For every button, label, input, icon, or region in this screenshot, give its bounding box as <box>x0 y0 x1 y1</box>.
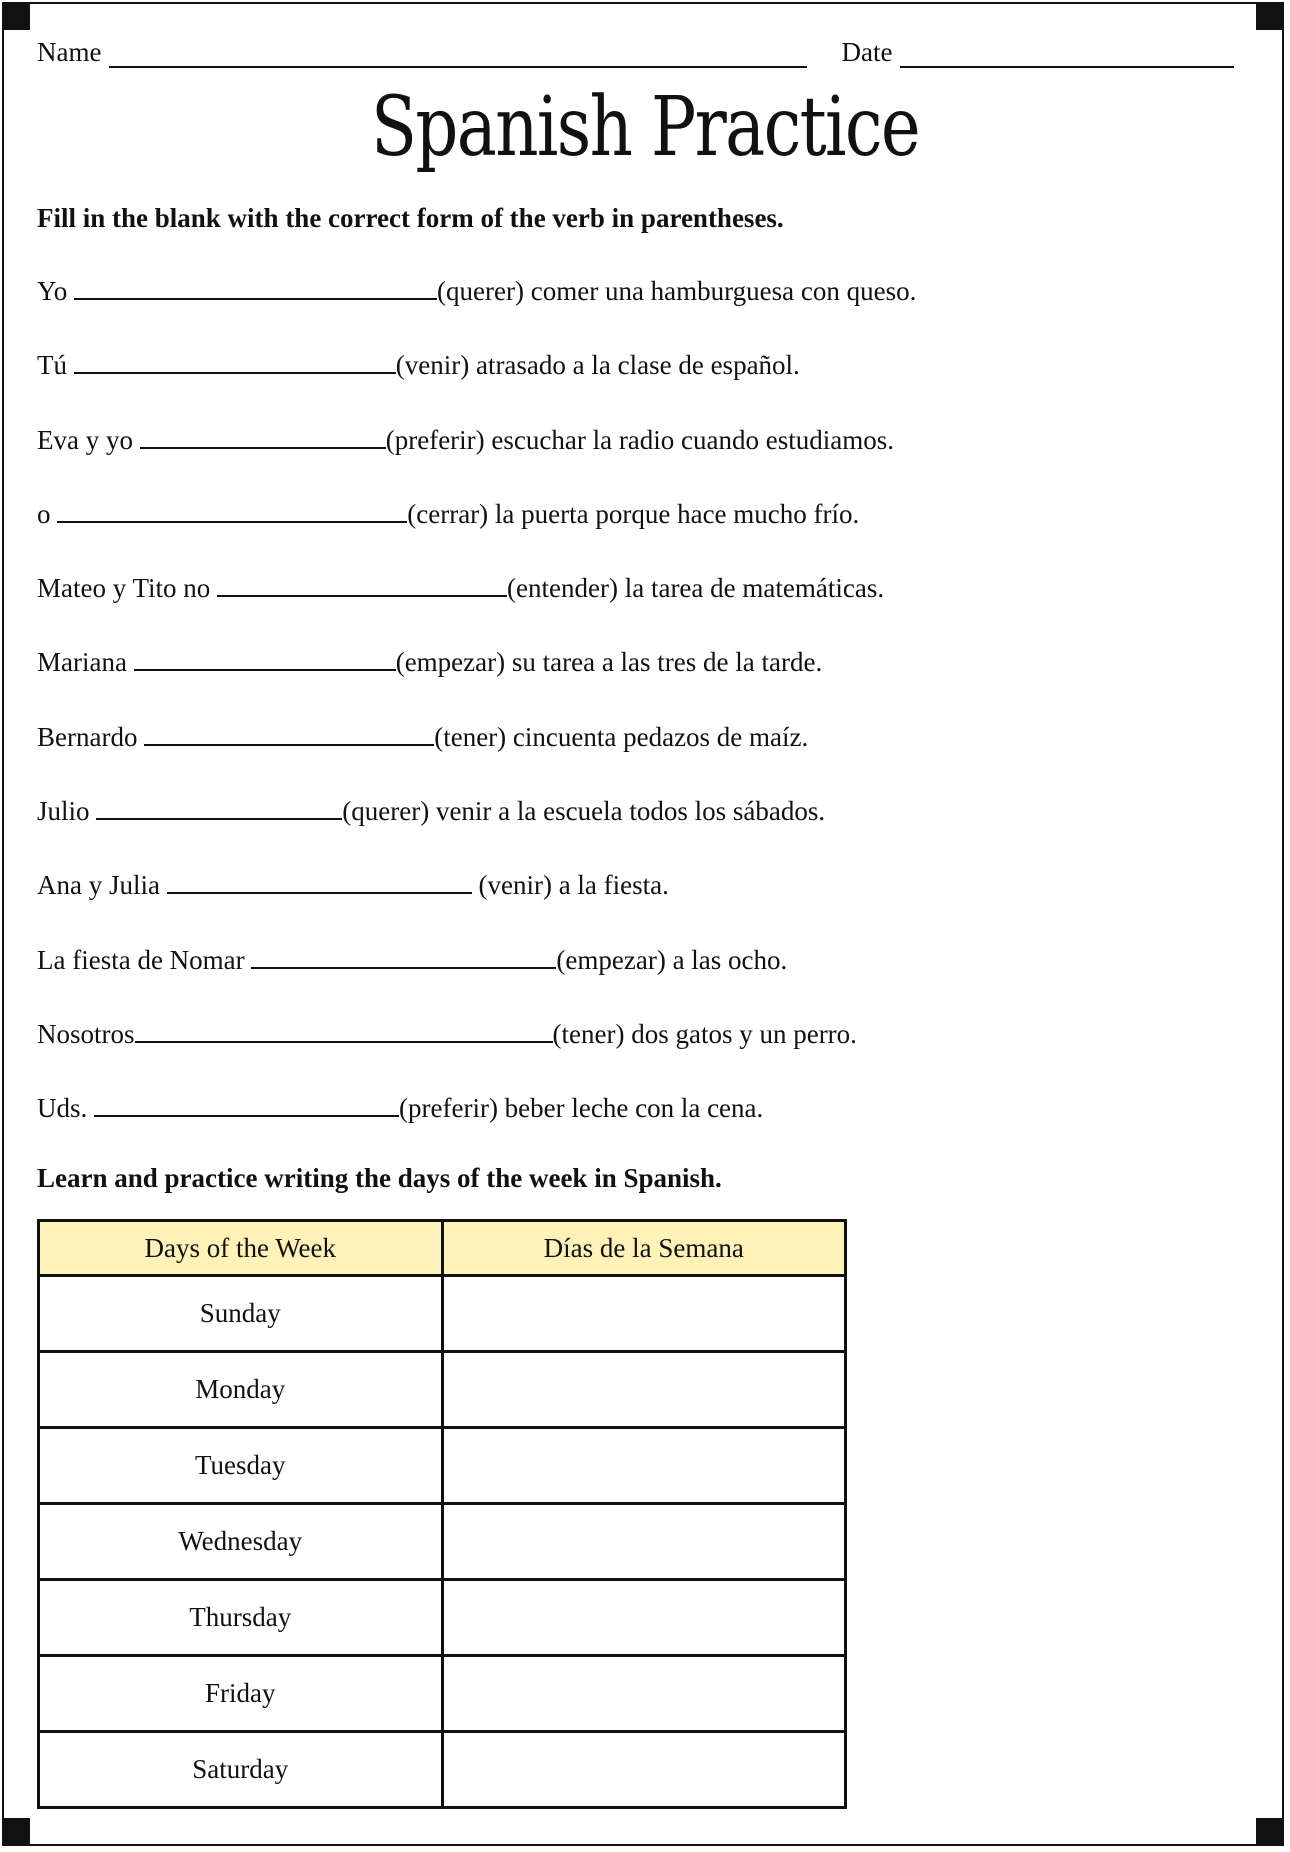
exercise-item <box>37 493 916 567</box>
exercise-prefix: Ana y Julia <box>37 870 167 901</box>
corner-mark <box>4 4 30 30</box>
day-english: Tuesday <box>39 1428 443 1504</box>
column-header-spanish: Días de la Semana <box>442 1221 846 1276</box>
days-table <box>37 1219 847 1809</box>
exercise-suffix: (querer) venir a la escuela todos los sábados. <box>342 796 826 827</box>
answer-blank[interactable] <box>94 1087 399 1117</box>
answer-blank[interactable] <box>96 790 342 820</box>
answer-blank[interactable] <box>251 939 556 969</box>
exercise-prefix: La fiesta de Nomar <box>37 944 252 975</box>
exercise-item <box>37 790 916 864</box>
day-english: Thursday <box>39 1580 443 1656</box>
exercise-item <box>37 641 916 715</box>
answer-blank[interactable] <box>167 864 472 894</box>
exercise-item <box>37 567 916 641</box>
exercise-suffix: (venir) atrasado a la clase de español. <box>395 350 800 381</box>
exercise-prefix: Mariana <box>37 647 134 678</box>
day-spanish-answer[interactable] <box>442 1732 846 1808</box>
date-block <box>841 37 1234 68</box>
answer-blank[interactable] <box>140 419 386 449</box>
day-spanish-answer[interactable] <box>442 1580 846 1656</box>
exercise-suffix: (preferir) beber leche con la cena. <box>399 1093 764 1124</box>
day-spanish-answer[interactable] <box>442 1428 846 1504</box>
table-header-row <box>39 1221 846 1276</box>
day-spanish-answer[interactable] <box>442 1276 846 1352</box>
exercise-suffix: (tener) cincuenta pedazos de maíz. <box>434 721 809 752</box>
table-row <box>39 1504 846 1580</box>
page-title: Spanish Practice <box>370 80 920 175</box>
exercise-prefix: Eva y yo <box>37 424 140 455</box>
exercise-prefix: o <box>37 498 58 529</box>
exercise-suffix: (venir) a la fiesta. <box>471 870 669 901</box>
corner-mark <box>4 1818 30 1844</box>
day-spanish-answer[interactable] <box>442 1352 846 1428</box>
answer-blank[interactable] <box>134 641 396 671</box>
answer-blank[interactable] <box>144 716 434 746</box>
answer-blank[interactable] <box>74 344 396 374</box>
exercise-list <box>37 270 916 1162</box>
table-row <box>39 1428 846 1504</box>
exercise-suffix: (tener) dos gatos y un perro. <box>552 1018 857 1049</box>
date-label: Date <box>841 37 893 67</box>
table-row <box>39 1276 846 1352</box>
exercise-item <box>37 1013 916 1087</box>
exercise-prefix: Uds. <box>37 1093 95 1124</box>
day-english: Wednesday <box>39 1504 443 1580</box>
day-english: Monday <box>39 1352 443 1428</box>
exercise-item <box>37 939 916 1013</box>
exercise-item <box>37 344 916 418</box>
table-row <box>39 1732 846 1808</box>
date-field[interactable] <box>900 40 1234 68</box>
exercise-prefix: Tú <box>37 350 74 381</box>
section1-instruction: Fill in the blank with the correct form of the verb in parentheses. <box>37 203 784 233</box>
day-english: Saturday <box>39 1732 443 1808</box>
table-row <box>39 1656 846 1732</box>
answer-blank[interactable] <box>217 567 507 597</box>
column-header-english: Days of the Week <box>39 1221 443 1276</box>
exercise-item <box>37 270 916 344</box>
header-row <box>37 28 1252 68</box>
exercise-suffix: (entender) la tarea de matemáticas. <box>507 573 885 604</box>
answer-blank[interactable] <box>74 270 437 300</box>
corner-mark <box>1256 1818 1282 1844</box>
exercise-suffix: (cerrar) la puerta porque hace mucho frío. <box>407 498 860 529</box>
exercise-prefix: Yo <box>37 276 75 306</box>
exercise-suffix: (querer) comer una hamburguesa con queso. <box>437 276 917 306</box>
answer-blank[interactable] <box>135 1013 553 1043</box>
answer-blank[interactable] <box>57 493 407 523</box>
exercise-item <box>37 864 916 938</box>
table-row <box>39 1352 846 1428</box>
day-english: Friday <box>39 1656 443 1732</box>
exercise-prefix: Nosotros <box>37 1018 135 1049</box>
section2-instruction: Learn and practice writing the days of the week in Spanish. <box>37 1163 722 1193</box>
day-english: Sunday <box>39 1276 443 1352</box>
table-row <box>39 1580 846 1656</box>
exercise-item <box>37 1087 916 1161</box>
corner-mark <box>1256 4 1282 30</box>
name-field[interactable] <box>109 40 807 68</box>
exercise-item <box>37 419 916 493</box>
exercise-prefix: Bernardo <box>37 721 145 752</box>
exercise-suffix: (empezar) su tarea a las tres de la tarde. <box>395 647 823 678</box>
day-spanish-answer[interactable] <box>442 1504 846 1580</box>
exercise-suffix: (preferir) escuchar la radio cuando estudiamos. <box>385 424 895 455</box>
name-label: Name <box>37 37 102 67</box>
exercise-suffix: (empezar) a las ocho. <box>556 944 788 975</box>
exercise-item <box>37 716 916 790</box>
exercise-prefix: Julio <box>37 796 97 827</box>
day-spanish-answer[interactable] <box>442 1656 846 1732</box>
exercise-prefix: Mateo y Tito no <box>37 573 218 604</box>
